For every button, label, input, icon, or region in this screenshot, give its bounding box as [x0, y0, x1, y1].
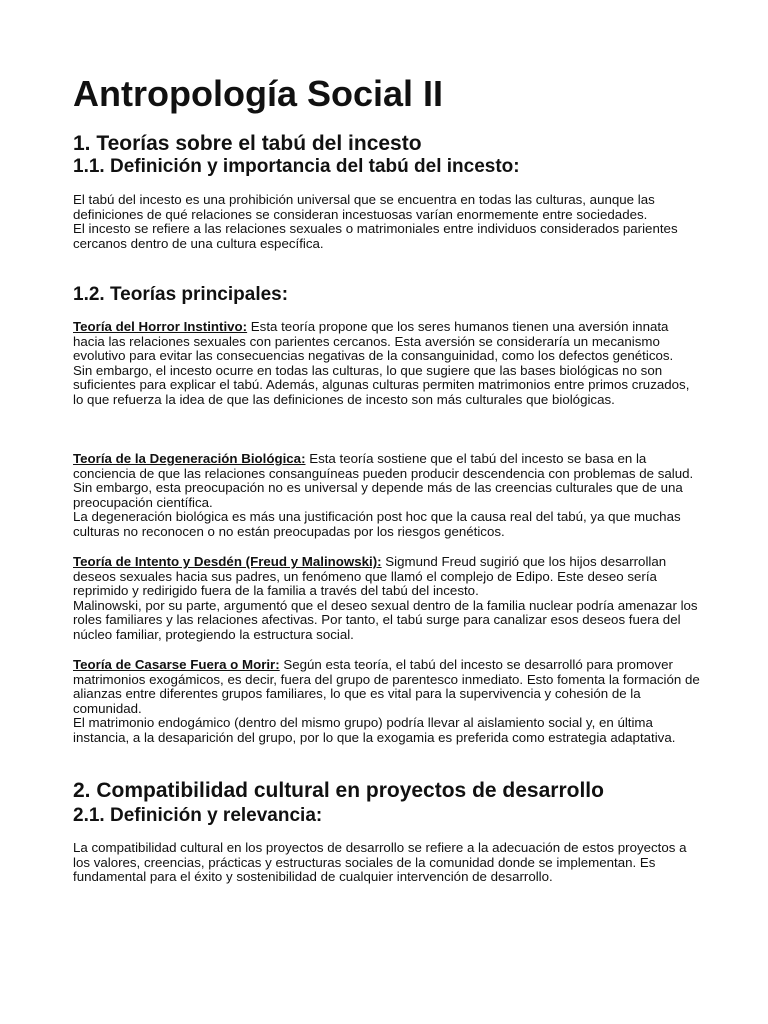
- section-1-1-body: [73, 193, 703, 251]
- theory-text: Según esta teoría, el tabú del incesto se desarrolló para promover matrimonios exogámicos, es decir, fuera del grupo de parentesco inmediato. Esto fomenta la formación de alianzas entre diferentes grupos familiares, lo que es vital para la supervivencia y cohesión de la comunidad.: [73, 657, 700, 716]
- paragraph: [73, 452, 703, 510]
- paragraph: [73, 320, 703, 364]
- paragraph: [73, 658, 703, 716]
- theory-intento-desden: [73, 555, 703, 643]
- theory-casarse-fuera: [73, 658, 703, 746]
- paragraph: [73, 555, 703, 599]
- section-2-heading: 2. Compatibilidad cultural en proyectos de desarrollo: [73, 779, 604, 802]
- theory-horror-instintivo: [73, 320, 703, 408]
- theory-label: Teoría del Horror Instintivo:: [73, 319, 248, 334]
- section-2-1-heading: 2.1. Definición y relevancia:: [73, 805, 323, 826]
- document-title: Antropología Social II: [73, 73, 444, 114]
- paragraph: El incesto se refiere a las relaciones sexuales o matrimoniales entre individuos considerados parientes cercanos dentro de una cultura específica.: [73, 221, 678, 251]
- section-1-heading: 1. Teorías sobre el tabú del incesto: [73, 132, 422, 155]
- theory-label: Teoría de Casarse Fuera o Morir:: [73, 657, 280, 672]
- section-2-1-body: [73, 841, 703, 885]
- paragraph: La compatibilidad cultural en los proyectos de desarrollo se refiere a la adecuación de estos proyectos a los valores, creencias, prácticas y estructuras sociales de la comunidad donde se implementan. Es fundamental para el éxito y sostenibilidad de cualquier intervención de desarrollo.: [73, 840, 687, 885]
- theory-degeneracion-biologica: [73, 452, 703, 540]
- section-1-1-heading: 1.1. Definición y importancia del tabú del incesto:: [73, 156, 520, 177]
- paragraph: Malinowski, por su parte, argumentó que el deseo sexual dentro de la familia nuclear podría amenazar los roles familiares y las relaciones afectivas. Por tanto, el tabú surge para canalizar esos deseos fuera del núcleo familiar, protegiendo la estructura social.: [73, 597, 698, 642]
- theory-text: Esta teoría sostiene que el tabú del incesto se basa en la conciencia de que las relaciones consanguíneas pueden producir descendencia con problemas de salud. Sin embargo, esta preocupación no es universal y depende más de las creencias culturales que de una preocupación científica.: [73, 451, 694, 510]
- paragraph: Sin embargo, el incesto ocurre en todas las culturas, lo que sugiere que las bases biológicas no son suficientes para explicar el tabú. Además, algunas culturas permiten matrimonios entre primos cruzados, lo que refuerza la idea de que las definiciones de incesto son más culturales que biológicas.: [73, 362, 690, 407]
- theory-text: Esta teoría propone que los seres humanos tienen una aversión innata hacia las relaciones sexuales con parientes cercanos. Esta aversión se consideraría un mecanismo evolutivo para evitar las consecuencias negativas de la consanguinidad, como los defectos genéticos.: [73, 319, 674, 364]
- paragraph: El matrimonio endogámico (dentro del mismo grupo) podría llevar al aislamiento social y, en última instancia, a la desaparición del grupo, por lo que la exogamia es preferida como estrategia adaptativa.: [73, 715, 676, 745]
- section-1-2-heading: 1.2. Teorías principales:: [73, 284, 289, 305]
- theory-label: Teoría de la Degeneración Biológica:: [73, 451, 306, 466]
- paragraph: La degeneración biológica es más una justificación post hoc que la causa real del tabú, ya que muchas culturas no reconocen o no están preocupadas por los riesgos genéticos.: [73, 509, 681, 539]
- theory-label: Teoría de Intento y Desdén (Freud y Malinowski):: [73, 554, 382, 569]
- paragraph: El tabú del incesto es una prohibición universal que se encuentra en todas las culturas, aunque las definiciones de qué relaciones se consideran incestuosas varían enormemente entre sociedades.: [73, 192, 655, 222]
- theory-text: Sigmund Freud sugirió que los hijos desarrollan deseos sexuales hacia sus padres, un fenómeno que llamó el complejo de Edipo. Este deseo sería reprimido y redirigido fuera de la familia a través del tabú del incesto.: [73, 554, 667, 599]
